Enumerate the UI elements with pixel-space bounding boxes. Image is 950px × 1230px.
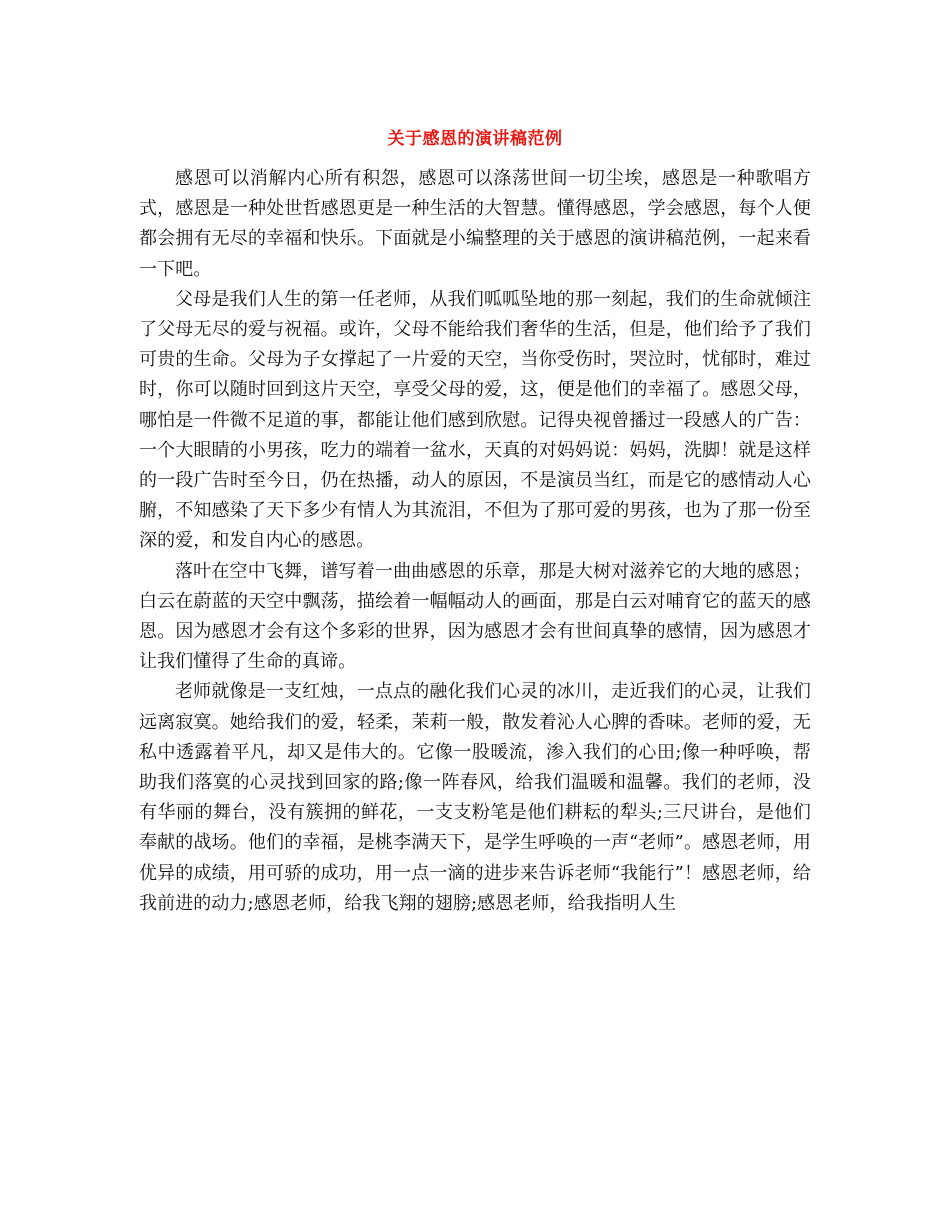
document-body [139, 164, 811, 919]
paragraph-teachers: 老师就像是一支红烛，一点点的融化我们心灵的冰川，走近我们的心灵，让我们远离寂寞。她给我们的爱，轻柔，茉莉一般，散发着沁人心脾的香味。老师的爱，无私中透露着平凡，却又是伟大的。它像一股暖流，渗入我们的心田;像一种呼唤，帮助我们落寞的心灵找到回家的路;像一阵春风，给我们温暖和温馨。我们的老师，没有华丽的舞台，没有簇拥的鲜花，一支支粉笔是他们耕耘的犁头;三尺讲台，是他们奉献的战场。他们的幸福，是桃李满天下，是学生呼唤的一声“老师”。感恩老师，用优异的成绩，用可骄的成功，用一点一滴的进步来告诉老师“我能行”！感恩老师，给我前进的动力;感恩老师，给我飞翔的翅膀;感恩老师，给我指明人生 [139, 681, 811, 914]
paragraph-parents: 父母是我们人生的第一任老师，从我们呱呱坠地的那一刻起，我们的生命就倾注了父母无尽的爱与祝福。或许，父母不能给我们奢华的生活，但是，他们给予了我们可贵的生命。父母为子女撑起了一片爱的天空，当你受伤时，哭泣时，忧郁时，难过时，你可以随时回到这片天空，享受父母的爱，这，便是他们的幸福了。感恩父母，哪怕是一件微不足道的事，都能让他们感到欣慰。记得央视曾播过一段感人的广告：一个大眼睛的小男孩，吃力的端着一盆水，天真的对妈妈说：妈妈，洗脚！就是这样的一段广告时至今日，仍在热播，动人的原因，不是演员当红，而是它的感情动人心腑，不知感染了天下多少有情人为其流泪，不但为了那可爱的男孩，也为了那一份至深的爱，和发自内心的感恩。 [139, 288, 811, 552]
paragraph-intro: 感恩可以消解内心所有积怨，感恩可以涤荡世间一切尘埃，感恩是一种歌唱方式，感恩是一种处世哲感恩更是一种生活的大智慧。懂得感恩，学会感恩，每个人便都会拥有无尽的幸福和快乐。下面就是小编整理的关于感恩的演讲稿范例，一起来看一下吧。 [139, 168, 811, 280]
paragraph-nature: 落叶在空中飞舞，谱写着一曲曲感恩的乐章，那是大树对滋养它的大地的感恩；白云在蔚蓝的天空中飘荡，描绘着一幅幅动人的画面，那是白云对哺育它的蓝天的感恩。因为感恩才会有这个多彩的世界，因为感恩才会有世间真挚的感情，因为感恩才让我们懂得了生命的真谛。 [139, 560, 811, 673]
document-title: 关于感恩的演讲稿范例 [387, 129, 563, 149]
